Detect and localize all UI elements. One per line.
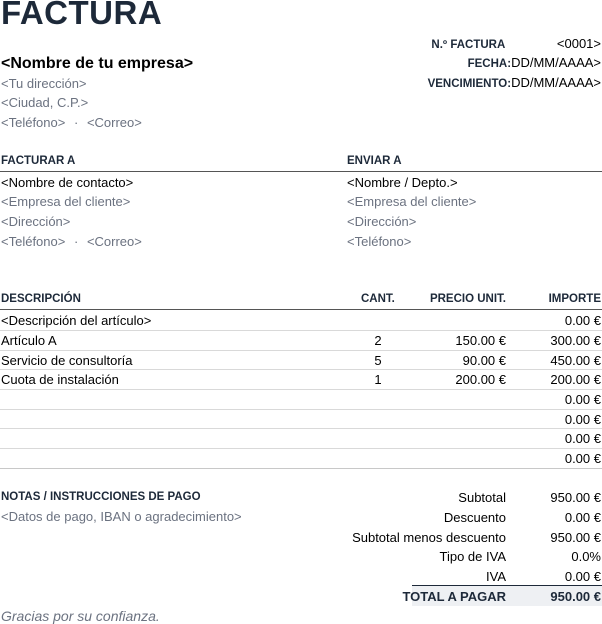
bill-to-company: <Empresa del cliente>	[1, 194, 131, 209]
grand-total-label: TOTAL A PAGAR	[402, 589, 506, 604]
subtotal-less-discount-value: 950.00 €	[550, 530, 601, 545]
row-description: Cuota de instalación	[1, 372, 119, 387]
ship-to-phone: <Teléfono>	[347, 234, 412, 249]
table-row	[0, 409, 602, 429]
table-row	[0, 369, 602, 389]
thank-you-note: Gracias por su confianza.	[1, 608, 160, 624]
row-amount: 0.00 €	[564, 313, 601, 328]
bill-to-address: <Dirección>	[1, 214, 71, 229]
row-amount: 0.00 €	[564, 392, 601, 407]
bill-to-contact: <Nombre de contacto>	[1, 175, 134, 190]
tax-rate-label: Tipo de IVA	[439, 549, 506, 564]
column-header-amount: IMPORTE	[548, 293, 601, 305]
ship-to-company: <Empresa del cliente>	[347, 194, 477, 209]
notes-text: <Datos de pago, IBAN o agradecimiento>	[1, 509, 242, 524]
column-header-description: DESCRIPCIÓN	[1, 293, 81, 305]
invoice-due-value: DD/MM/AAAA>	[511, 75, 601, 90]
company-address: <Tu dirección>	[1, 76, 87, 91]
row-quantity: 1	[374, 372, 382, 387]
row-amount: 450.00 €	[550, 353, 601, 368]
grand-total-value: 950.00 €	[550, 589, 601, 604]
contact-separator: ·	[73, 115, 79, 130]
row-unit-price: 200.00 €	[455, 372, 506, 387]
bill-to-contact-line	[1, 234, 142, 249]
bill-to-phone: <Teléfono>	[1, 234, 66, 249]
table-row	[0, 428, 602, 448]
row-quantity: 2	[374, 333, 382, 348]
row-description: Artículo A	[1, 333, 57, 348]
subtotal-less-discount-row	[330, 527, 602, 547]
tax-rate-value: 0.0%	[571, 549, 601, 564]
row-amount: 0.00 €	[564, 412, 601, 427]
subtotal-row	[330, 487, 602, 507]
column-header-quantity: CANT.	[361, 293, 395, 305]
invoice-due-row	[428, 75, 601, 90]
invoice-number-value: <0001>	[556, 36, 601, 51]
subtotal-value: 950.00 €	[550, 490, 601, 505]
invoice-date-row	[468, 55, 601, 70]
tax-value: 0.00 €	[564, 569, 601, 584]
address-divider	[0, 171, 602, 172]
contact-separator: ·	[73, 234, 79, 249]
tax-rate-row	[330, 546, 602, 566]
company-contact-line	[1, 115, 142, 130]
table-row	[0, 310, 602, 330]
subtotal-less-discount-label: Subtotal menos descuento	[352, 530, 506, 545]
table-row	[0, 330, 602, 350]
table-row	[0, 389, 602, 409]
grand-total-row	[402, 586, 602, 606]
table-row	[0, 448, 602, 468]
ship-to-name: <Nombre / Depto.>	[347, 175, 458, 190]
invoice-title: FACTURA	[1, 0, 163, 31]
notes-header: NOTAS / INSTRUCCIONES DE PAGO	[1, 491, 201, 503]
company-email: <Correo>	[86, 115, 142, 130]
invoice-due-label: VENCIMIENTO:	[427, 78, 512, 90]
company-city: <Ciudad, C.P.>	[1, 95, 89, 110]
row-amount: 300.00 €	[550, 333, 601, 348]
row-amount: 200.00 €	[550, 372, 601, 387]
ship-to-header: ENVIAR A	[347, 155, 402, 167]
table-bottom-divider	[0, 468, 602, 469]
row-amount: 0.00 €	[564, 451, 601, 466]
subtotal-label: Subtotal	[458, 490, 506, 505]
invoice-date-label: FECHA:	[467, 58, 512, 70]
company-name: <Nombre de tu empresa>	[1, 55, 194, 72]
company-phone: <Teléfono>	[1, 115, 66, 130]
row-amount: 0.00 €	[564, 431, 601, 446]
invoice-number-label: N.º FACTURA	[431, 39, 506, 51]
row-quantity: 5	[374, 353, 382, 368]
invoice-date-value: DD/MM/AAAA>	[511, 55, 601, 70]
discount-row	[330, 507, 602, 527]
bill-to-email: <Correo>	[86, 234, 142, 249]
row-unit-price: 150.00 €	[455, 333, 506, 348]
invoice-number-row	[431, 36, 601, 51]
row-unit-price: 90.00 €	[462, 353, 506, 368]
row-description: <Descripción del artículo>	[1, 313, 152, 328]
column-header-unit-price: PRECIO UNIT.	[429, 293, 506, 305]
ship-to-address: <Dirección>	[347, 214, 417, 229]
tax-row	[330, 566, 602, 586]
bill-to-header: FACTURAR A	[1, 155, 76, 167]
row-description: Servicio de consultoría	[1, 353, 133, 368]
tax-label: IVA	[486, 569, 506, 584]
table-row	[0, 350, 602, 370]
discount-label: Descuento	[443, 510, 506, 525]
discount-value: 0.00 €	[564, 510, 601, 525]
